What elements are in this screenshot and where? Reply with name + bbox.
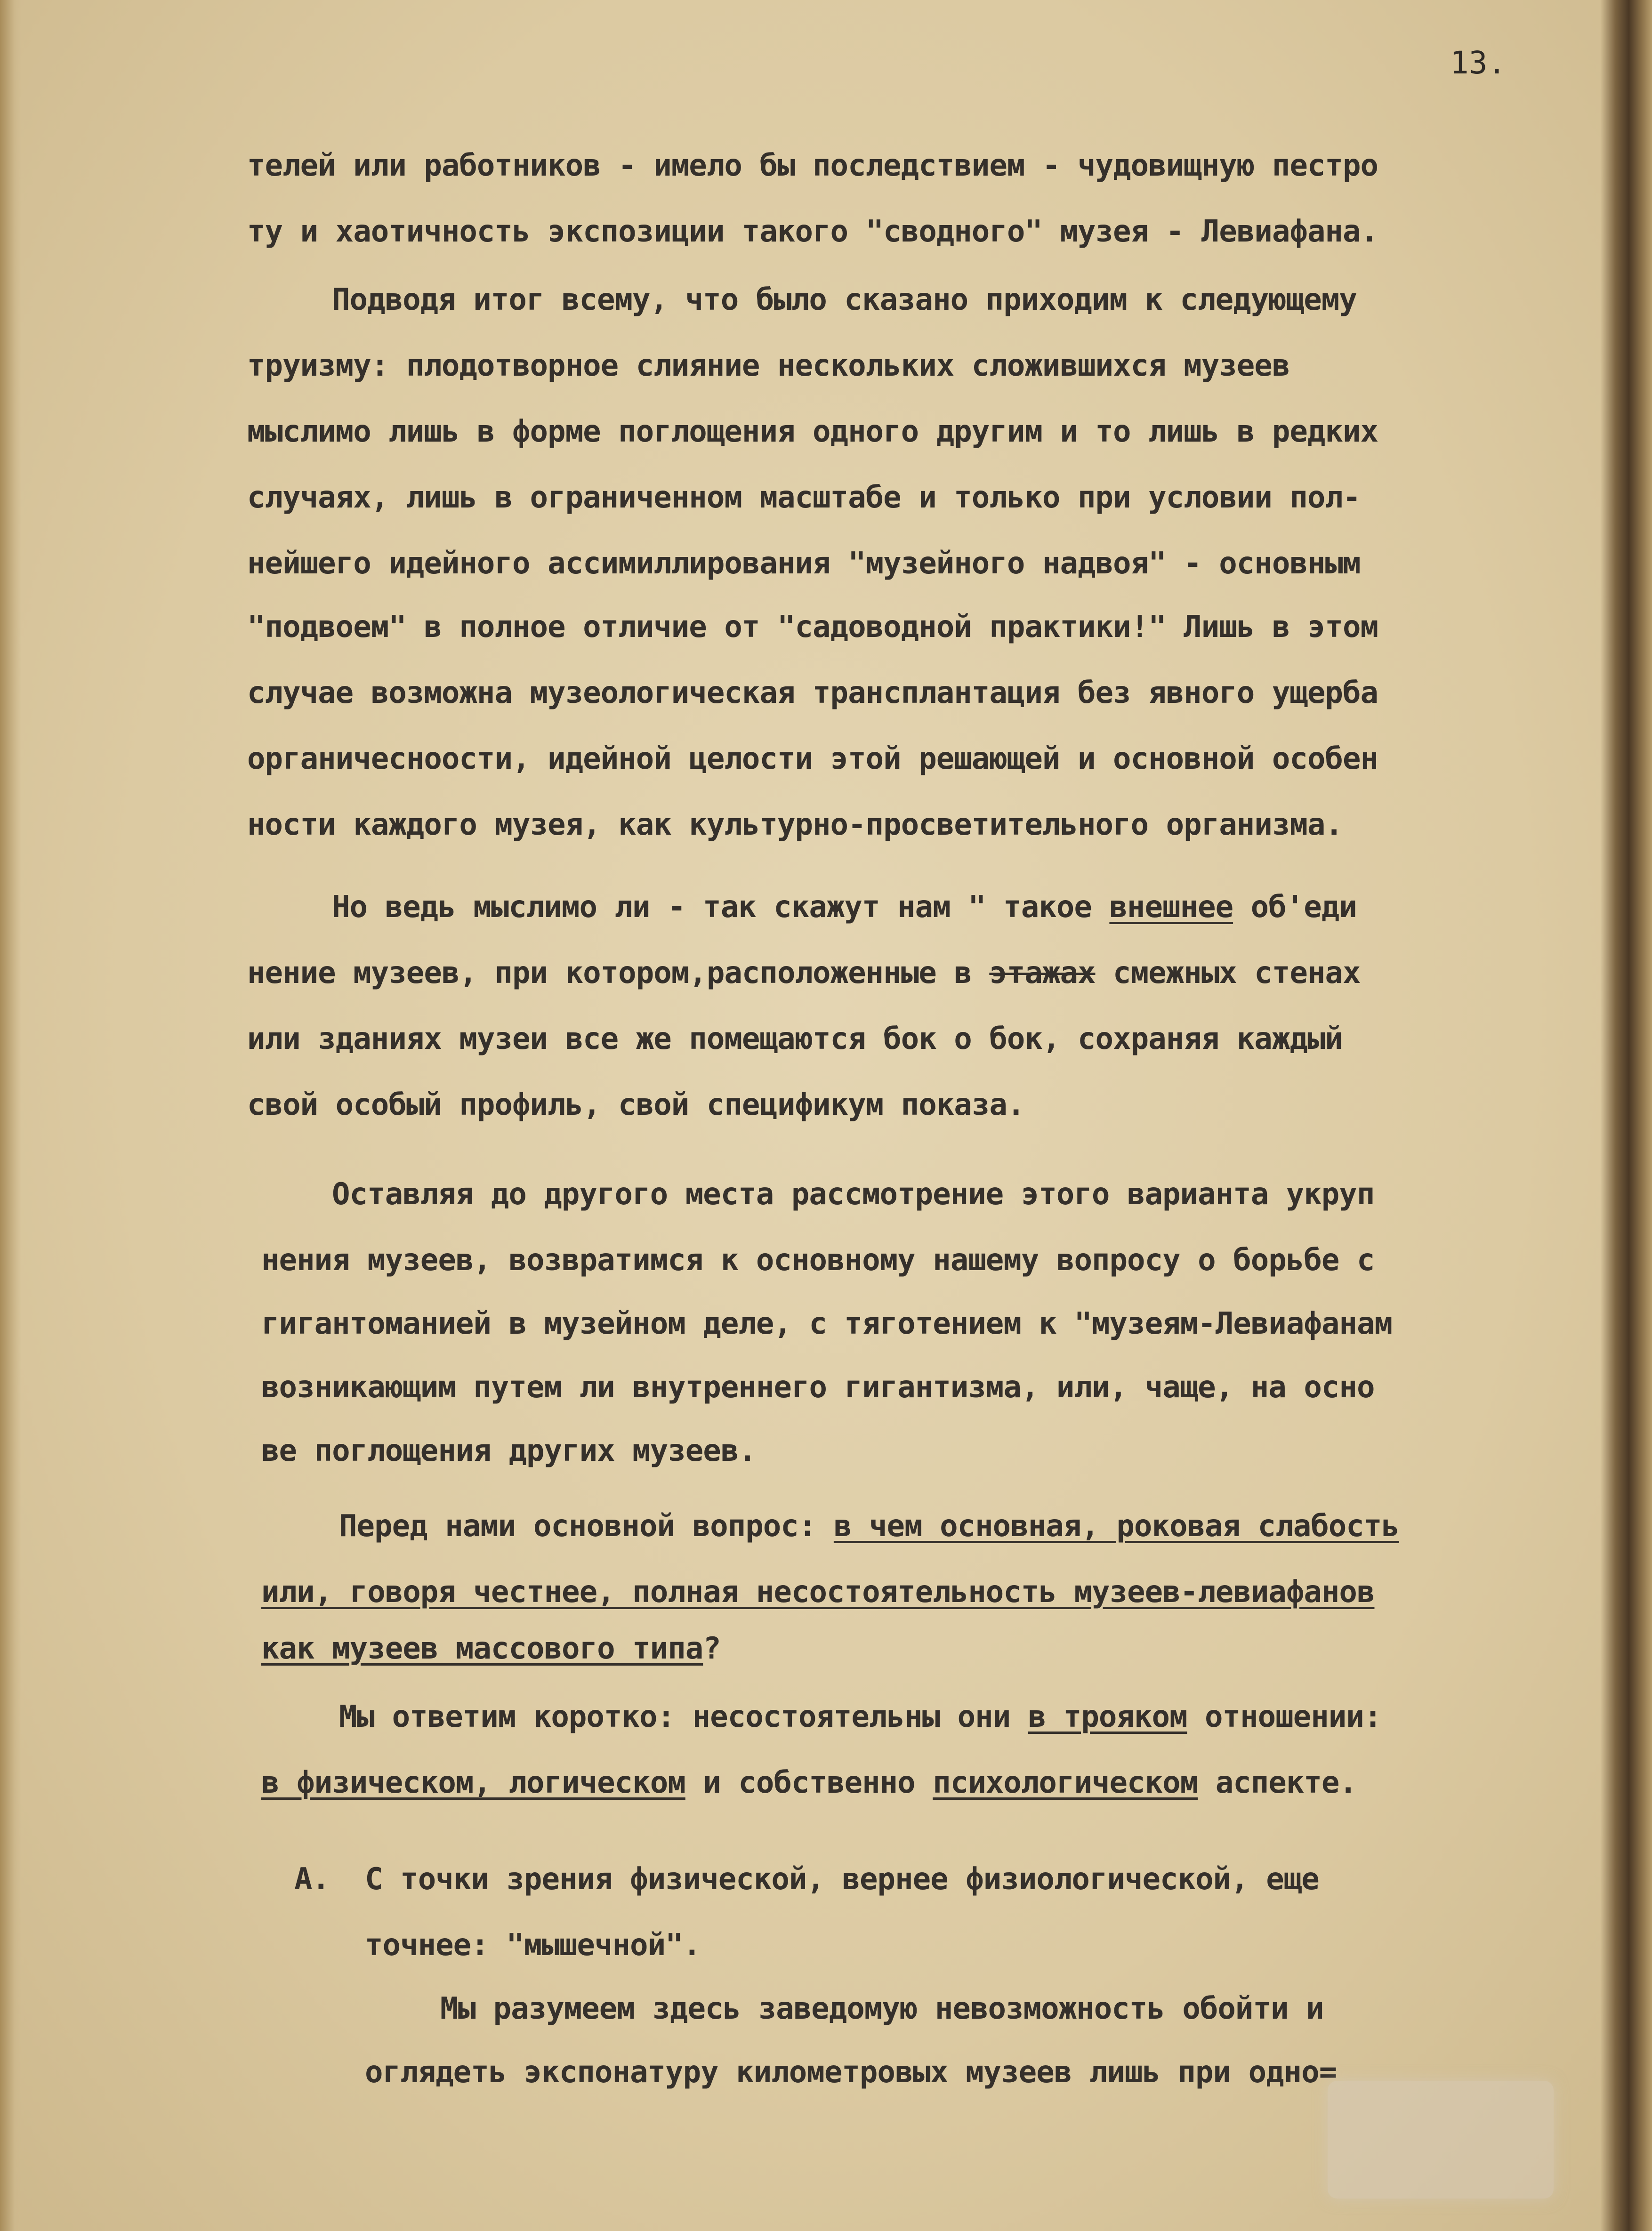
text-segment: свой особый профиль, свой спецификум показа. [247, 1087, 1025, 1122]
text-segment: Перед нами основной вопрос: [339, 1509, 834, 1544]
text-line [332, 1177, 1375, 1212]
text-line [247, 414, 1378, 449]
text-segment: Оставляя до другого места рассмотрение этого варианта укруп [332, 1177, 1375, 1212]
text-segment: труизму: плодотворное слияние нескольких сложившихся музеев [247, 348, 1290, 383]
text-segment: аспекте. [1198, 1765, 1357, 1800]
text-line [365, 1928, 701, 1963]
text-line [332, 890, 1357, 925]
text-segment: Мы ответим коротко: несостоятельны они [339, 1699, 1028, 1734]
text-line [294, 1862, 1319, 1897]
underlined-text: психологическом [933, 1765, 1198, 1800]
page-number: 13. [1450, 45, 1507, 81]
text-line [332, 282, 1357, 317]
text-line [261, 1370, 1375, 1405]
text-line [247, 548, 1360, 579]
page-edge-shadow-left [0, 0, 21, 2231]
text-segment: А. С точки зрения физической, вернее физиологической, еще [294, 1862, 1319, 1897]
text-segment: ности каждого музея, как культурно-просветительного организма. [247, 807, 1343, 842]
text-line [247, 148, 1378, 183]
text-segment: оглядеть экспонатуру километровых музеев лишь при одно= [365, 2055, 1337, 2090]
text-segment: случаях, лишь в ограниченном масштабе и только при условии пол- [247, 480, 1361, 515]
text-line [247, 214, 1378, 249]
underlined-text: в физическом, логическом [261, 1765, 685, 1800]
text-line [247, 741, 1378, 776]
underlined-text: внешнее [1109, 890, 1233, 925]
text-segment: или зданиях музеи все же помещаются бок о бок, сохраняя каждый [247, 1022, 1343, 1056]
text-segment: отношении: [1187, 1699, 1382, 1734]
text-line [247, 612, 1378, 642]
underlined-text: в чем основная, роковая слабость [833, 1509, 1399, 1544]
text-segment: ту и хаотичность экспозиции такого "сводного" музея - Левиафана. [247, 214, 1378, 249]
text-line [261, 1243, 1375, 1278]
text-segment: ве поглощения других музеев. [261, 1434, 756, 1468]
text-segment: смежных стенах [1095, 956, 1361, 991]
text-line [247, 807, 1343, 842]
text-line [365, 2055, 1337, 2090]
text-segment: случае возможна музеологическая трансплантация без явного ущерба [247, 676, 1378, 710]
text-segment: "подвоем" в полное отличие от "садоводной практики!" Лишь в этом [247, 610, 1378, 644]
text-line [440, 1991, 1324, 2026]
faded-stamp [1328, 2081, 1554, 2199]
text-segment: Но ведь мыслимо ли - так скажут нам " такое [332, 890, 1110, 925]
text-line [247, 348, 1290, 383]
text-line [339, 1509, 1399, 1544]
text-segment: Мы разумеем здесь заведомую невозможность обойти и [440, 1991, 1324, 2026]
text-line [261, 1765, 1357, 1800]
binding-shadow-right [1600, 0, 1652, 2231]
text-line [261, 1436, 756, 1466]
text-segment: нения музеев, возвратимся к основному нашему вопросу о борьбе с [261, 1243, 1375, 1278]
text-segment: гигантоманией в музейном деле, с тяготением к "музеям-Левиафанам [261, 1306, 1392, 1341]
text-segment: нение музеев, при котором,расположенные в [247, 956, 990, 991]
struck-text: этажах [989, 956, 1096, 991]
text-line [247, 956, 1361, 991]
text-line [261, 1306, 1392, 1341]
text-line [247, 678, 1378, 708]
text-line [261, 1631, 721, 1666]
text-segment: органичесноости, идейной целости этой решающей и основной особен [247, 741, 1378, 776]
underlined-text: или, говоря честнее, полная несостоятельность музеев-левиафанов [261, 1575, 1375, 1610]
text-segment: ? [703, 1631, 721, 1666]
text-segment: телей или работников - имело бы последствием - чудовищную пестро [247, 148, 1378, 183]
text-segment: точнее: "мышечной". [365, 1928, 701, 1963]
text-segment: мыслимо лишь в форме поглощения одного другим и то лишь в редких [247, 414, 1378, 449]
text-segment: Подводя итог всему, что было сказано приходим к следующему [332, 282, 1357, 317]
text-line [261, 1575, 1375, 1610]
text-segment: об'еди [1233, 890, 1357, 925]
text-segment: и собственно [685, 1765, 933, 1800]
text-line [247, 480, 1361, 515]
text-segment: нейшего идейного ассимиллирования "музейного надвоя" - основным [247, 546, 1361, 581]
underlined-text: в трояком [1028, 1699, 1187, 1734]
text-line [247, 1087, 1025, 1122]
text-line [247, 1024, 1343, 1054]
text-segment: возникающим путем ли внутреннего гигантизма, или, чаще, на осно [261, 1370, 1375, 1405]
underlined-text: как музеев массового типа [261, 1631, 703, 1666]
text-line [339, 1699, 1382, 1734]
